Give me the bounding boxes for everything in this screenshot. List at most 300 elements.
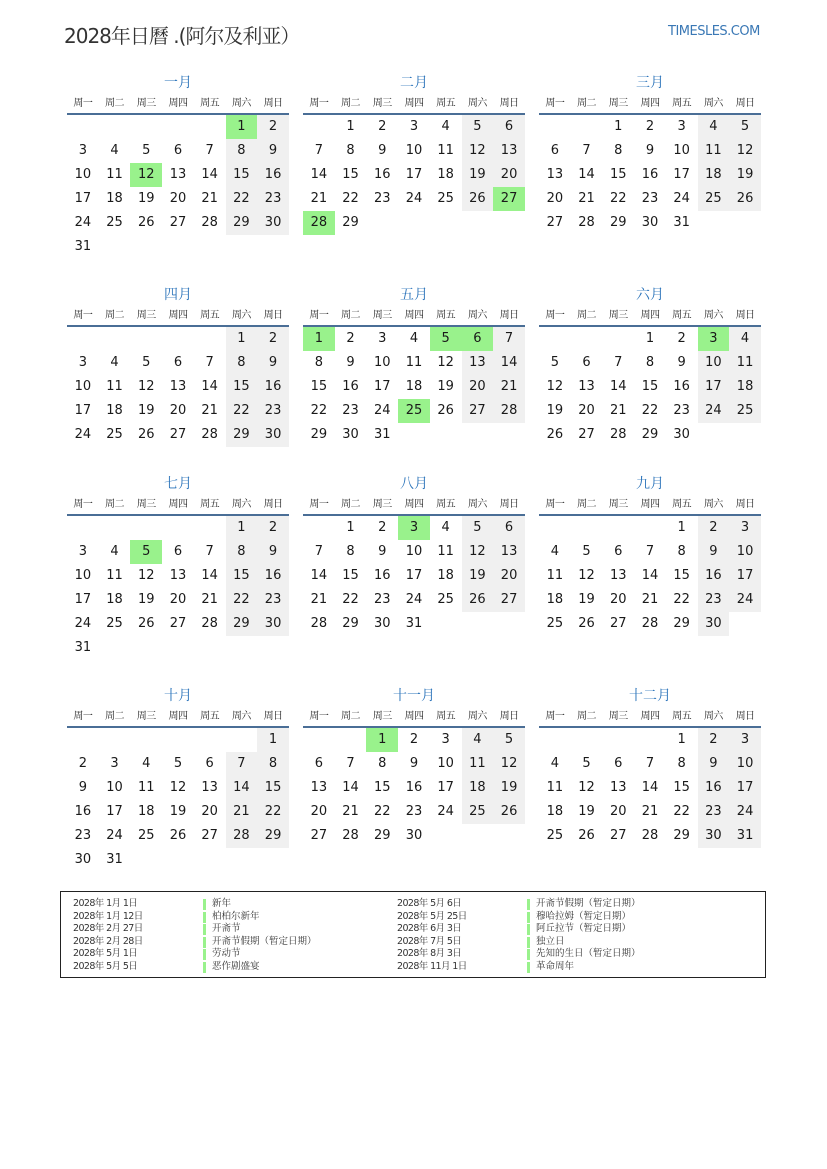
legend-holiday-name: 柏柏尔新年: [212, 910, 260, 922]
empty-cell: [67, 327, 99, 351]
weekday-label: 周二: [341, 310, 361, 321]
day-cell: 13: [493, 139, 525, 163]
day-cell: 8: [226, 540, 258, 564]
day-cell: 4: [698, 115, 730, 139]
day-cell: 31: [74, 640, 92, 655]
weekday-header: [303, 496, 525, 516]
day-cell: 9: [698, 752, 730, 776]
weekday-label: 周三: [136, 711, 156, 722]
day-cell: 10: [729, 540, 761, 564]
day-cell: 11: [106, 379, 123, 394]
day-cell: 19: [169, 804, 187, 819]
day-cell: 30: [405, 828, 423, 843]
day-cell: 11: [437, 143, 454, 158]
day-cell: 6: [493, 115, 525, 139]
site-link[interactable]: TIMESLES.COM: [668, 24, 760, 39]
weekday-label: 周二: [341, 711, 361, 722]
holiday-day-cell: 1: [303, 327, 335, 351]
day-cell: 29: [673, 616, 690, 631]
holiday-marker-icon: [527, 899, 530, 910]
day-cell: 14: [641, 568, 659, 583]
weekday-header: [67, 708, 289, 728]
day-cell: 8: [614, 143, 623, 158]
day-cell: 21: [310, 592, 328, 607]
empty-cell: [99, 115, 131, 139]
day-cell: 2: [677, 331, 686, 346]
day-cell: 24: [698, 399, 730, 423]
weekday-label: 周三: [136, 310, 156, 321]
day-cell: 3: [441, 732, 450, 747]
day-cell: 2: [257, 115, 289, 139]
day-cell: 24: [729, 588, 761, 612]
day-cell: 9: [645, 143, 655, 158]
day-cell: 12: [729, 139, 761, 163]
weekday-label: 周二: [105, 711, 125, 722]
day-cell: 13: [169, 167, 187, 182]
holiday-marker-icon: [203, 924, 206, 935]
day-cell: 1: [346, 520, 355, 535]
weekday-label: 周三: [608, 98, 628, 109]
day-cell: 22: [673, 804, 690, 819]
day-cell: 25: [462, 800, 494, 824]
day-cell: 21: [609, 403, 627, 418]
holiday-marker-icon: [203, 912, 206, 923]
weekday-label: 周五: [436, 98, 456, 109]
day-cell: 18: [106, 403, 123, 418]
empty-cell: [130, 115, 162, 139]
day-cell: 15: [673, 780, 690, 795]
day-cell: 15: [609, 167, 627, 182]
day-cell: 22: [257, 800, 289, 824]
weekday-header: [539, 708, 761, 728]
day-cell: 14: [578, 167, 595, 182]
legend-holiday-name: 劳动节: [212, 948, 241, 959]
weekday-label: 周四: [404, 310, 424, 321]
weekday-label: 周三: [136, 499, 156, 510]
day-cell: 3: [78, 355, 87, 370]
day-cell: 17: [74, 403, 92, 418]
weekday-label: 周日: [263, 98, 283, 109]
day-cell: 12: [578, 780, 595, 795]
day-cell: 7: [614, 355, 623, 370]
day-cell: 31: [405, 616, 423, 631]
day-cell: 5: [173, 756, 183, 771]
month-block: [303, 73, 525, 235]
day-cell: 6: [173, 143, 183, 158]
day-cell: 2: [698, 516, 730, 540]
empty-cell: [571, 327, 603, 351]
day-cell: 27: [201, 828, 218, 843]
day-cell: 2: [257, 516, 289, 540]
empty-cell: [194, 728, 226, 752]
day-cell: 29: [673, 828, 690, 843]
day-cell: 8: [677, 544, 686, 559]
day-cell: 25: [106, 427, 123, 442]
weekday-label: 周四: [404, 98, 424, 109]
empty-cell: [194, 115, 226, 139]
empty-cell: [67, 728, 99, 752]
month-name: 十一月: [393, 688, 435, 704]
empty-cell: [162, 115, 194, 139]
day-cell: 9: [78, 780, 87, 795]
day-cell: 5: [462, 516, 494, 540]
weekday-label: 周日: [735, 98, 755, 109]
day-cell: 3: [378, 331, 387, 346]
legend-row: [73, 923, 317, 936]
day-cell: 20: [169, 191, 187, 206]
day-cell: 25: [106, 616, 123, 631]
day-cell: 25: [137, 828, 155, 843]
day-cell: 31: [106, 852, 123, 867]
weekday-header: [539, 95, 761, 115]
day-cell: 5: [582, 544, 591, 559]
weekday-header: [67, 307, 289, 327]
day-cell: 20: [609, 804, 627, 819]
day-cell: 19: [578, 804, 595, 819]
legend-holiday-name: 阿丘拉节（暂定日期）: [536, 923, 632, 934]
day-cell: 16: [257, 163, 289, 187]
day-cell: 11: [729, 351, 761, 375]
day-cell: 10: [729, 752, 761, 776]
weekday-label: 周五: [672, 98, 692, 109]
day-cell: 19: [437, 379, 454, 394]
day-cell: 7: [493, 327, 525, 351]
weekday-label: 周二: [577, 98, 597, 109]
day-cell: 20: [462, 375, 494, 399]
day-cell: 5: [142, 355, 151, 370]
empty-cell: [539, 728, 571, 752]
legend-date: 2028年 1月 1日: [73, 898, 138, 909]
day-cell: 26: [493, 800, 525, 824]
day-cell: 4: [441, 119, 450, 134]
day-cell: 29: [226, 211, 258, 235]
day-cell: 22: [226, 187, 258, 211]
legend-holiday-name: 先知的生日（暂定日期）: [536, 948, 641, 959]
day-cell: 4: [462, 728, 494, 752]
day-cell: 8: [677, 756, 686, 771]
weekday-label: 周二: [341, 499, 361, 510]
month-name: 九月: [636, 476, 664, 492]
weekday-label: 周五: [672, 711, 692, 722]
legend-date: 2028年 5月 5日: [73, 960, 138, 972]
day-cell: 6: [582, 355, 591, 370]
day-cell: 17: [74, 592, 92, 607]
weekday-label: 周一: [73, 310, 93, 321]
legend-date: 2028年 11月 1日: [397, 960, 467, 972]
day-cell: 13: [169, 568, 187, 583]
day-cell: 10: [74, 167, 92, 182]
day-cell: 13: [169, 379, 187, 394]
day-cell: 28: [201, 215, 218, 230]
weekday-label: 周四: [640, 711, 660, 722]
day-cell: 18: [437, 167, 454, 182]
day-cell: 17: [373, 379, 391, 394]
day-cell: 7: [645, 544, 655, 559]
day-cell: 4: [142, 756, 151, 771]
day-cell: 11: [546, 780, 564, 795]
weekday-label: 周一: [545, 499, 565, 510]
month-name: 四月: [164, 287, 192, 303]
weekday-label: 周六: [231, 499, 251, 510]
day-cell: 13: [546, 167, 564, 182]
month-block: [303, 285, 525, 447]
legend-row: [397, 936, 641, 949]
weekday-label: 周日: [263, 310, 283, 321]
day-cell: 22: [342, 592, 359, 607]
day-cell: 8: [346, 544, 355, 559]
day-cell: 20: [169, 592, 187, 607]
weekday-label: 周五: [436, 711, 456, 722]
day-cell: 15: [257, 776, 289, 800]
day-cell: 12: [437, 355, 454, 370]
day-cell: 18: [137, 804, 155, 819]
empty-cell: [162, 728, 194, 752]
day-cell: 10: [405, 544, 423, 559]
holiday-marker-icon: [203, 899, 206, 910]
day-cell: 7: [205, 544, 214, 559]
day-cell: 26: [546, 427, 564, 442]
day-cell: 13: [493, 540, 525, 564]
day-cell: 20: [546, 191, 564, 206]
day-cell: 27: [462, 399, 494, 423]
day-cell: 28: [201, 427, 218, 442]
empty-cell: [571, 115, 603, 139]
weekday-label: 周一: [73, 98, 93, 109]
day-cell: 4: [110, 143, 119, 158]
day-cell: 12: [546, 379, 564, 394]
weekday-header: [539, 307, 761, 327]
weekday-label: 周六: [467, 98, 487, 109]
day-cell: 27: [546, 215, 564, 230]
empty-cell: [602, 728, 634, 752]
day-cell: 27: [609, 828, 627, 843]
month-block: [539, 73, 761, 235]
weekday-label: 周六: [231, 98, 251, 109]
day-cell: 21: [201, 403, 218, 418]
empty-cell: [130, 327, 162, 351]
empty-cell: [539, 516, 571, 540]
day-cell: 26: [462, 187, 494, 211]
day-cell: 29: [310, 427, 328, 442]
empty-cell: [303, 115, 335, 139]
day-cell: 17: [673, 167, 690, 182]
day-cell: 1: [645, 331, 655, 346]
day-cell: 27: [609, 616, 627, 631]
weekday-label: 周二: [577, 499, 597, 510]
day-cell: 27: [169, 215, 187, 230]
holiday-marker-icon: [203, 962, 206, 973]
day-cell: 17: [729, 776, 761, 800]
day-cell: 22: [373, 804, 391, 819]
day-cell: 28: [342, 828, 359, 843]
weekday-label: 周六: [467, 499, 487, 510]
day-cell: 24: [74, 427, 92, 442]
day-cell: 23: [373, 592, 391, 607]
day-cell: 14: [201, 379, 218, 394]
weekday-header: [539, 496, 761, 516]
day-cell: 31: [673, 215, 690, 230]
day-cell: 23: [257, 588, 289, 612]
holiday-day-cell: 5: [430, 327, 462, 351]
day-cell: 10: [74, 379, 92, 394]
month-name: 二月: [400, 75, 428, 91]
day-cell: 30: [698, 824, 730, 848]
holiday-marker-icon: [527, 912, 530, 923]
day-cell: 24: [74, 215, 92, 230]
day-cell: 1: [677, 732, 686, 747]
day-cell: 24: [437, 804, 454, 819]
day-cell: 23: [405, 804, 423, 819]
weekday-header: [303, 708, 525, 728]
day-cell: 26: [462, 588, 494, 612]
weekday-label: 周六: [703, 711, 723, 722]
day-cell: 18: [546, 592, 564, 607]
day-cell: 30: [257, 211, 289, 235]
holiday-day-cell: 27: [493, 187, 525, 211]
day-cell: 8: [378, 756, 387, 771]
day-cell: 9: [257, 351, 289, 375]
day-cell: 11: [405, 355, 423, 370]
weekday-label: 周四: [168, 499, 188, 510]
day-cell: 21: [493, 375, 525, 399]
day-cell: 21: [201, 191, 218, 206]
day-cell: 10: [405, 143, 423, 158]
day-cell: 7: [645, 756, 655, 771]
weekday-label: 周四: [168, 310, 188, 321]
day-cell: 16: [641, 167, 659, 182]
empty-cell: [634, 728, 666, 752]
day-cell: 29: [609, 215, 627, 230]
legend-row: [73, 961, 317, 974]
day-cell: 4: [441, 520, 450, 535]
day-cell: 13: [609, 568, 627, 583]
day-cell: 21: [342, 804, 359, 819]
empty-cell: [303, 728, 335, 752]
weekday-label: 周六: [703, 499, 723, 510]
holiday-marker-icon: [527, 962, 530, 973]
month-name: 一月: [164, 75, 192, 91]
day-cell: 26: [169, 828, 187, 843]
day-cell: 30: [698, 612, 730, 636]
day-cell: 11: [462, 752, 494, 776]
day-cell: 25: [546, 828, 564, 843]
day-cell: 25: [546, 616, 564, 631]
day-cell: 17: [405, 167, 423, 182]
day-cell: 22: [673, 592, 690, 607]
holiday-marker-icon: [203, 937, 206, 948]
day-cell: 6: [493, 516, 525, 540]
day-cell: 26: [437, 403, 454, 418]
day-cell: 30: [641, 215, 659, 230]
day-cell: 27: [578, 427, 595, 442]
weekday-label: 周六: [703, 98, 723, 109]
day-cell: 2: [257, 327, 289, 351]
day-cell: 8: [257, 752, 289, 776]
day-cell: 8: [346, 143, 355, 158]
day-cell: 18: [546, 804, 564, 819]
day-cell: 31: [373, 427, 391, 442]
day-grid: [303, 327, 525, 447]
legend-holiday-name: 开斋节: [212, 923, 241, 934]
day-cell: 30: [257, 423, 289, 447]
day-cell: 20: [578, 403, 595, 418]
day-cell: 17: [74, 191, 92, 206]
day-cell: 19: [137, 191, 155, 206]
legend-date: 2028年 2月 28日: [73, 935, 143, 947]
weekday-header: [67, 95, 289, 115]
day-cell: 9: [677, 355, 686, 370]
holiday-day-cell: 12: [130, 163, 162, 187]
empty-cell: [162, 327, 194, 351]
day-cell: 24: [673, 191, 690, 206]
day-cell: 19: [462, 163, 494, 187]
day-cell: 19: [493, 776, 525, 800]
day-cell: 31: [74, 239, 92, 254]
day-grid: [303, 728, 525, 848]
day-cell: 31: [729, 824, 761, 848]
day-grid: [67, 516, 289, 660]
weekday-label: 周一: [309, 499, 329, 510]
day-cell: 12: [462, 540, 494, 564]
legend-column-right: [397, 898, 641, 973]
day-cell: 24: [74, 616, 92, 631]
weekday-label: 周五: [672, 499, 692, 510]
day-cell: 8: [226, 139, 258, 163]
day-cell: 2: [378, 119, 387, 134]
weekday-label: 周二: [577, 711, 597, 722]
day-cell: 14: [226, 776, 258, 800]
empty-cell: [335, 728, 367, 752]
holiday-day-cell: 28: [303, 211, 335, 235]
day-cell: 14: [493, 351, 525, 375]
day-cell: 15: [641, 379, 659, 394]
day-cell: 22: [226, 399, 258, 423]
month-name: 七月: [164, 476, 192, 492]
day-cell: 5: [550, 355, 559, 370]
day-cell: 28: [641, 828, 659, 843]
day-cell: 18: [106, 191, 123, 206]
legend-row: [397, 898, 641, 911]
day-cell: 12: [137, 568, 155, 583]
day-cell: 24: [405, 592, 423, 607]
weekday-label: 周一: [73, 499, 93, 510]
legend-date: 2028年 7月 5日: [397, 935, 462, 947]
day-cell: 6: [550, 143, 559, 158]
holiday-day-cell: 5: [130, 540, 162, 564]
day-cell: 27: [169, 616, 187, 631]
day-cell: 11: [106, 568, 123, 583]
day-cell: 26: [137, 215, 155, 230]
weekday-label: 周日: [499, 310, 519, 321]
day-cell: 9: [378, 544, 387, 559]
weekday-label: 周六: [703, 310, 723, 321]
day-cell: 23: [373, 191, 391, 206]
day-cell: 29: [257, 824, 289, 848]
weekday-label: 周三: [372, 711, 392, 722]
weekday-label: 周二: [577, 310, 597, 321]
empty-cell: [67, 516, 99, 540]
weekday-header: [303, 95, 525, 115]
weekday-label: 周日: [263, 499, 283, 510]
day-cell: 23: [641, 191, 659, 206]
legend-holiday-name: 革命周年: [536, 960, 575, 972]
holiday-legend: [60, 891, 766, 978]
day-cell: 13: [609, 780, 627, 795]
day-cell: 4: [550, 756, 559, 771]
day-cell: 16: [373, 167, 391, 182]
day-cell: 17: [437, 780, 454, 795]
day-cell: 16: [373, 568, 391, 583]
